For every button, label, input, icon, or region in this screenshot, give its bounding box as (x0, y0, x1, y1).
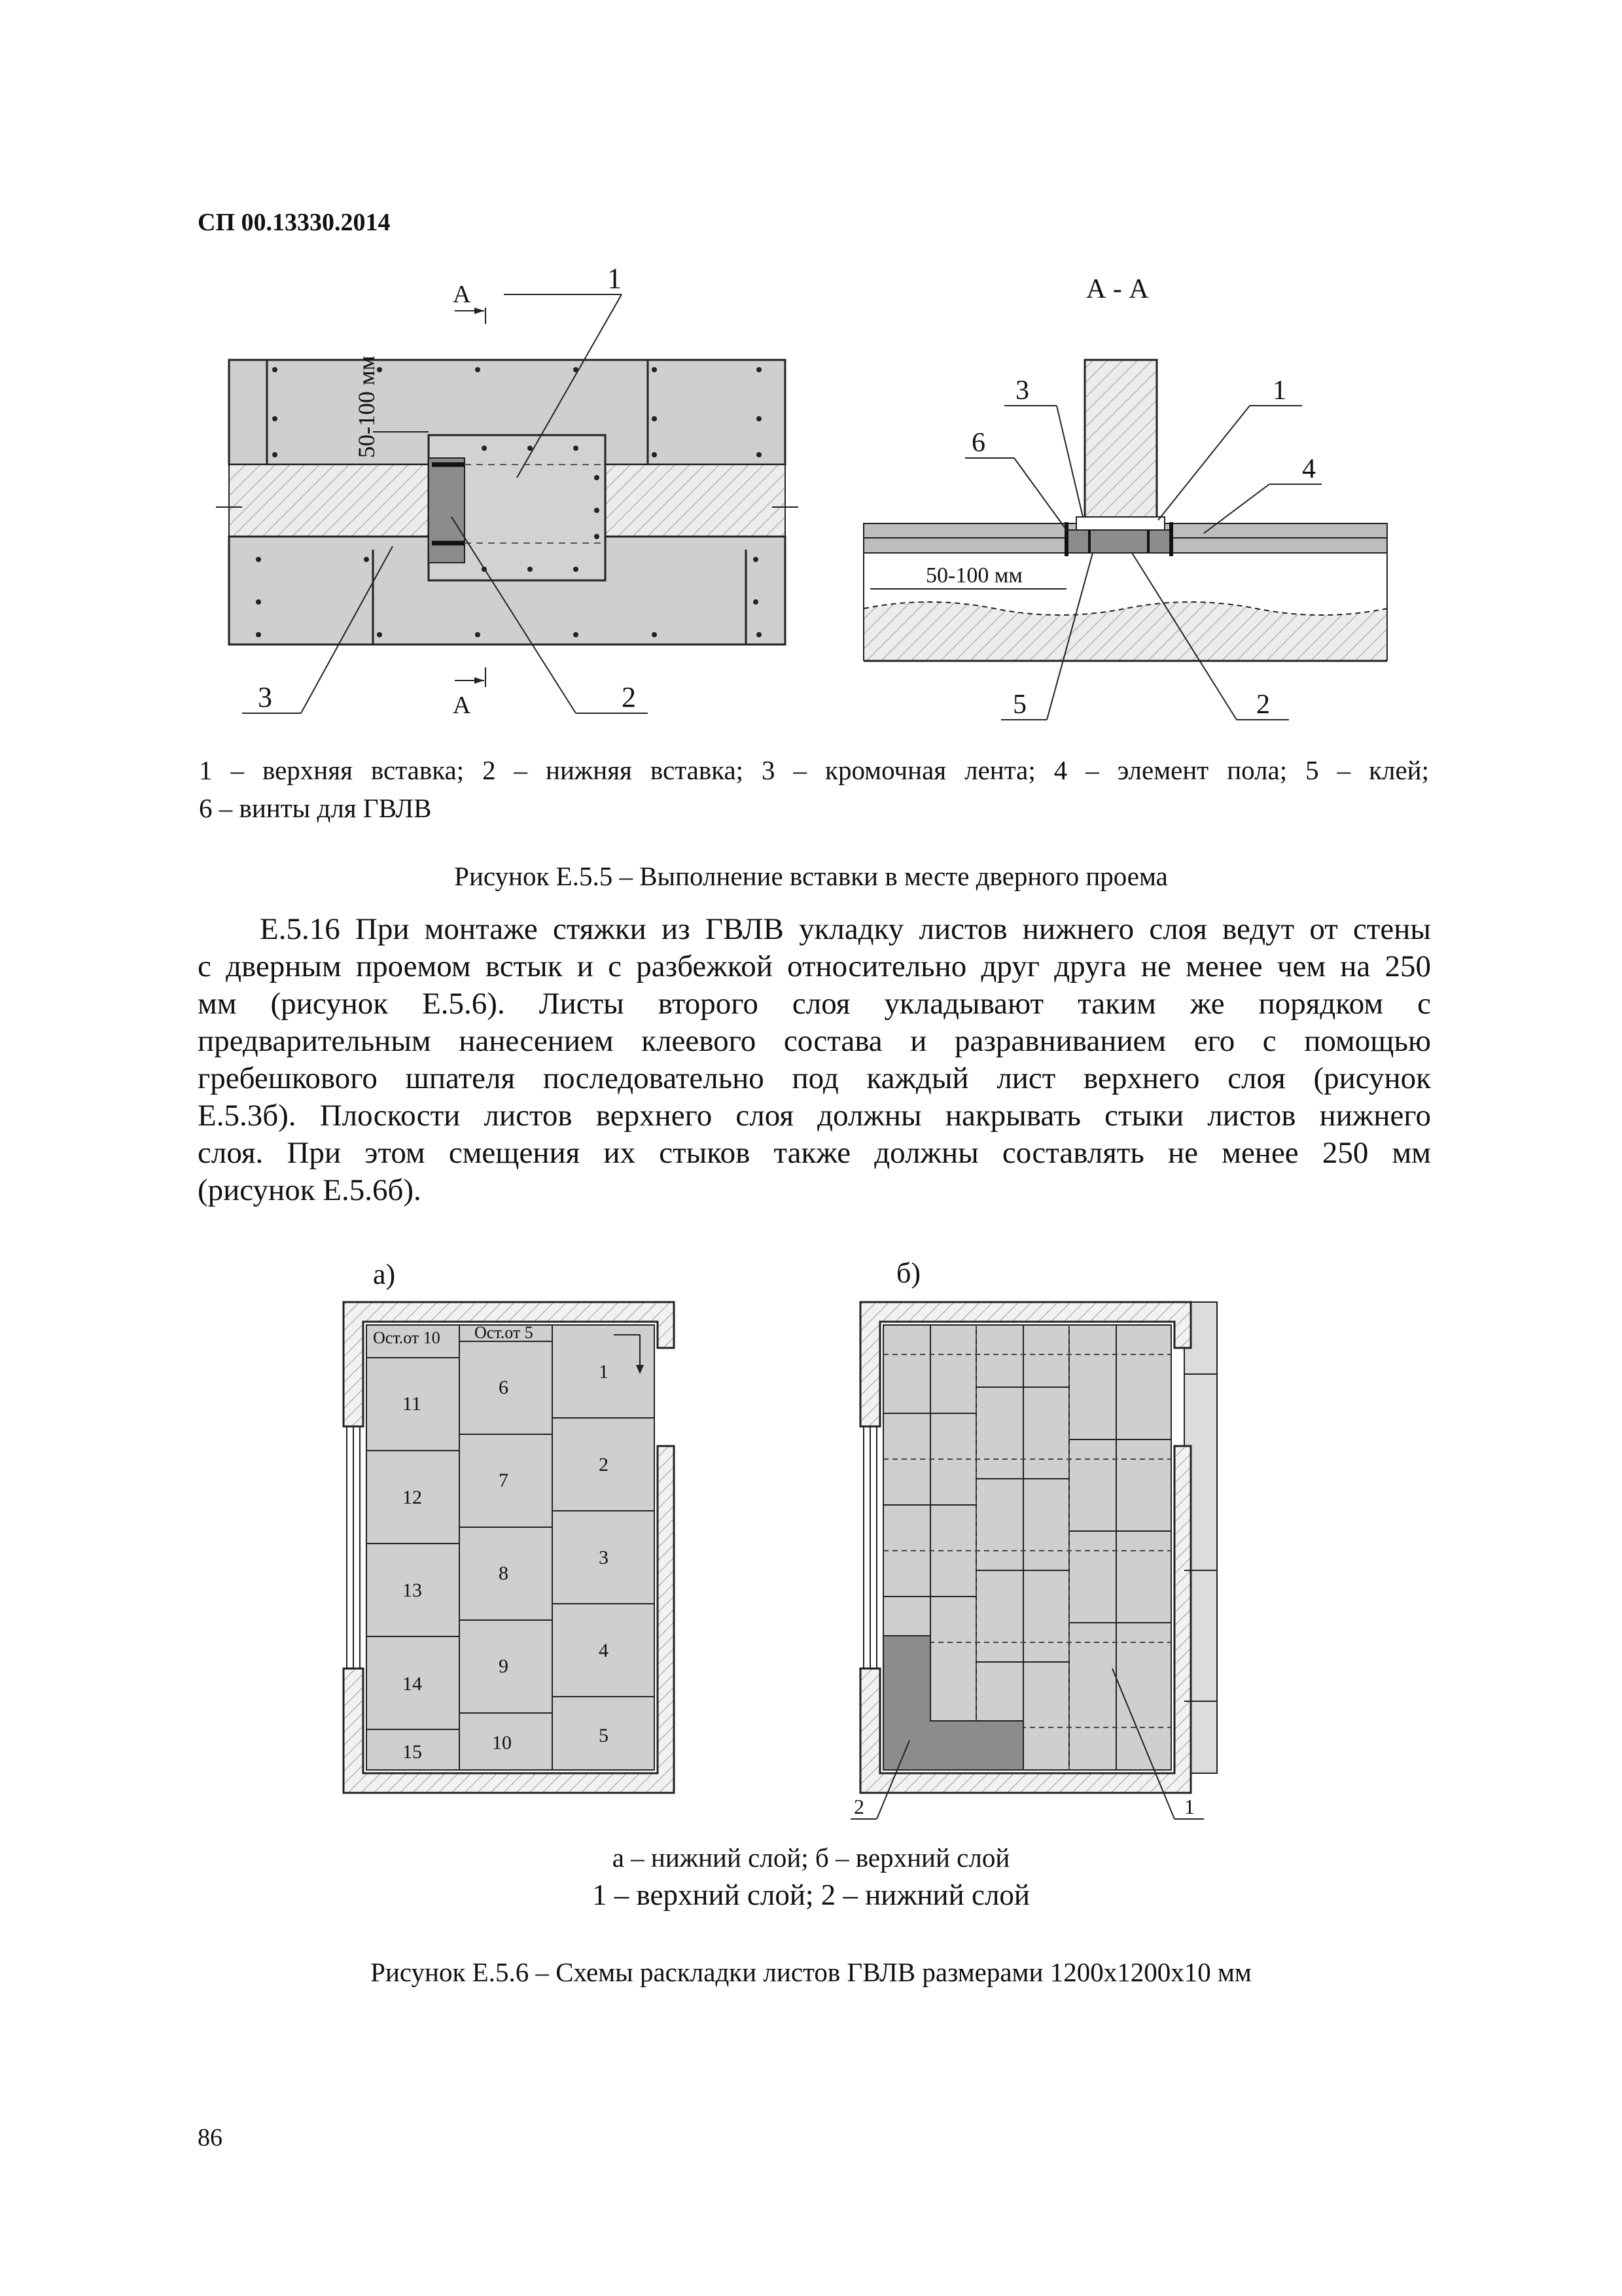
callout-b-2: 2 (854, 1795, 864, 1818)
section-callout-3: 3 (1015, 376, 1029, 406)
figure-e56-a (327, 1243, 694, 1812)
panel-b-label: б) (896, 1257, 921, 1289)
para-line-1: Е.5.16 При монтаже стяжки из ГВЛВ укладку листов нижнего слоя ведут от стены (260, 912, 1431, 946)
sheet-label-6: 6 (499, 1377, 508, 1398)
figure-e56-sublegend-2: 1 – верхний слой; 2 – нижний слой (592, 1879, 1030, 1911)
section-callout-2: 2 (1256, 690, 1270, 720)
panel-a-label: а) (373, 1258, 396, 1290)
para-line-7: слоя. При этом смещения их стыков также должны составлять не менее 250 мм (198, 1136, 1431, 1170)
figure-e56-caption: Рисунок Е.5.6 – Схемы раскладки листов ГВЛВ размерами 1200х1200х10 мм (370, 1957, 1252, 1987)
document-header: СП 00.13330.2014 (198, 209, 391, 236)
sheet-label-ost5: Ост.от 5 (474, 1323, 533, 1342)
figure-e55-plan (196, 262, 811, 733)
sheet-label-11: 11 (402, 1393, 421, 1415)
para-line-2: с дверным проемом встык и с разбежкой относительно друг друга не менее чем на 250 (198, 949, 1431, 983)
para-line-5: гребешкового шпателя последовательно под каждый лист верхнего слоя (рисунок (198, 1061, 1431, 1095)
section-callout-1: 1 (1273, 376, 1286, 406)
page-number: 86 (198, 2124, 222, 2151)
callout-1: 1 (607, 262, 622, 294)
section-callout-6: 6 (972, 428, 985, 458)
sheet-label-14: 14 (402, 1673, 422, 1695)
figure-e56-sublegend-1: а – нижний слой; б – верхний слой (612, 1843, 1010, 1873)
sheet-label-1: 1 (599, 1361, 608, 1383)
sheet-label-5: 5 (599, 1725, 608, 1746)
para-line-3: мм (рисунок Е.5.6). Листы второго слоя укладывают таким же порядком с (198, 987, 1431, 1021)
legend-line-1: 1 – верхняя вставка; 2 – нижняя вставка; 3 – кромочная лента; 4 – элемент пола; 5 – клей; (199, 755, 1429, 785)
figure-e55-legend (199, 751, 1429, 827)
section-title: А - А (1086, 274, 1149, 304)
sheet-label-3: 3 (599, 1547, 608, 1568)
sheet-label-13: 13 (402, 1580, 422, 1601)
sheet-label-10: 10 (492, 1732, 512, 1754)
section-callout-4: 4 (1302, 454, 1316, 484)
paragraph-e516 (198, 911, 1431, 1209)
callout-3: 3 (258, 681, 272, 713)
legend-line-2: 6 – винты для ГВЛВ (199, 793, 432, 823)
callout-2: 2 (622, 681, 636, 713)
sheet-label-2: 2 (599, 1454, 608, 1475)
section-mark-bottom: А (453, 692, 471, 719)
sheet-label-ost10: Ост.от 10 (373, 1328, 440, 1347)
section-wall (1085, 360, 1157, 520)
sheet-label-7: 7 (499, 1470, 508, 1491)
section-callout-5: 5 (1013, 690, 1027, 720)
figure-e55-caption: Рисунок Е.5.5 – Выполнение вставки в месте дверного проема (454, 861, 1168, 891)
sheet-label-15: 15 (402, 1741, 422, 1763)
figure-e55-section (851, 262, 1426, 733)
figure-e56-b (844, 1243, 1237, 1832)
sheet-label-4: 4 (599, 1640, 608, 1661)
plan-dimension: 50-100 мм (353, 355, 379, 458)
sheet-label-9: 9 (499, 1655, 508, 1677)
section-mark-top: А (453, 281, 471, 308)
bottom-insert (429, 458, 465, 563)
callout-b-1: 1 (1184, 1795, 1195, 1818)
sheet-label-8: 8 (499, 1563, 508, 1584)
sheet-label-12: 12 (402, 1487, 422, 1508)
section-dimension: 50-100 мм (926, 563, 1023, 588)
para-line-4: предварительным нанесением клеевого состава и разравниванием его с помощью (198, 1024, 1431, 1058)
para-line-6: Е.5.3б). Плоскости листов верхнего слоя должны накрывать стыки листов нижнего (198, 1099, 1431, 1133)
para-line-8: (рисунок Е.5.6б). (198, 1173, 421, 1207)
